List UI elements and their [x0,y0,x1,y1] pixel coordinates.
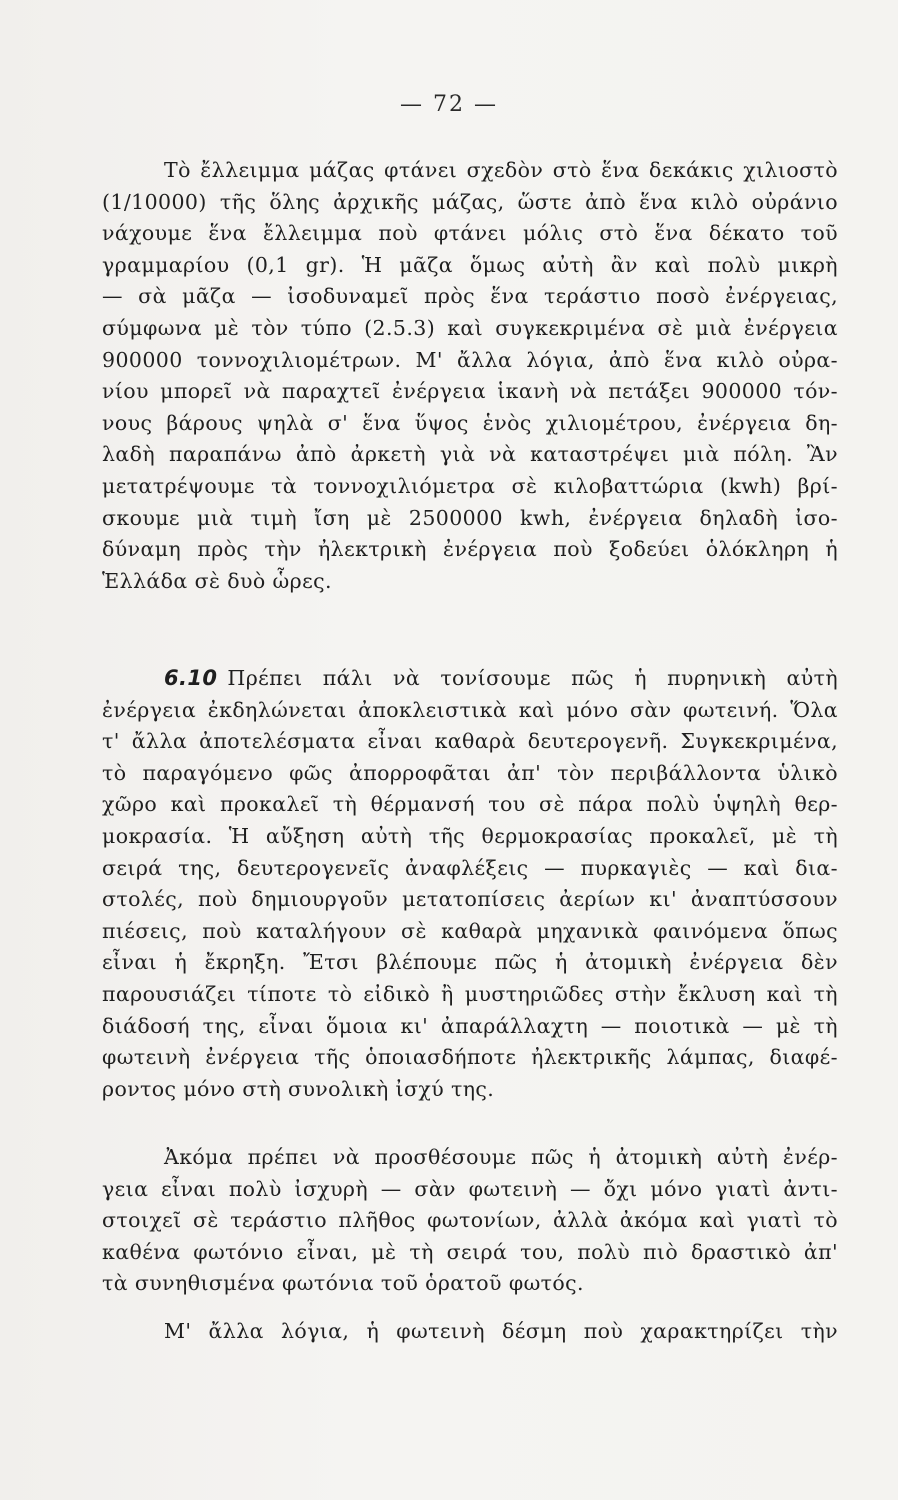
text-line: Μ' ἄλλα λόγια, ἡ φωτεινὴ δέσμη ποὺ χαρακτηρίζει τὴν [164,1319,838,1343]
text-line: εἶναι ἡ ἔκρηξη. Ἔτσι βλέπουμε πῶς ἡ ἀτομικὴ ἐνέργεια δὲν [102,950,838,975]
paragraph-1 [102,155,838,597]
text-line: σκουμε μιὰ τιμὴ ἴση μὲ 2500000 kwh, ἐνέργεια δηλαδὴ ἰσο- [102,505,838,530]
text-line: μοκρασία. Ἡ αὔξηση αὐτὴ τῆς θερμοκρασίας προκαλεῖ, μὲ τὴ [102,823,838,848]
text-line: παρουσιάζει τίποτε τὸ εἰδικὸ ἢ μυστηριῶδες στὴν ἔκλυση καὶ τὴ [102,981,838,1006]
text-line: γεια εἶναι πολὺ ἰσχυρὴ — σὰν φωτεινὴ — ὄχι μόνο γιατὶ ἀντι- [102,1176,838,1201]
paragraph-3 [102,1142,838,1300]
section-number: 6.10 [164,666,218,690]
text-line: σειρά της, δευτερογενεῖς ἀναφλέξεις — πυρκαγιὲς — καὶ δια- [102,855,838,880]
text-line: καθένα φωτόνιο εἶναι, μὲ τὴ σειρά του, πολὺ πιὸ δραστικὸ ἀπ' [102,1239,838,1264]
text-line: σύμφωνα μὲ τὸν τύπο (2.5.3) καὶ συγκεκριμένα σὲ μιὰ ἐνέργεια [102,315,838,340]
text-line: τὸ παραγόμενο φῶς ἀπορροφᾶται ἀπ' τὸν περιβάλλοντα ὑλικὸ [102,760,838,785]
text-line: 900000 τοννοχιλιομέτρων. Μ' ἄλλα λόγια, ἀπὸ ἕνα κιλὸ οὐρα- [102,347,838,372]
text-line: Ἑλλάδα σὲ δυὸ ὧρες. [102,568,332,593]
text-line: φωτεινὴ ἐνέργεια τῆς ὁποιασδήποτε ἠλεκτρικῆς λάμπας, διαφέ- [102,1045,838,1070]
text-line: στοιχεῖ σὲ τεράστιο πλῆθος φωτονίων, ἀλλὰ ἀκόμα καὶ γιατὶ τὸ [102,1208,838,1233]
text-line: διάδοσή της, εἶναι ὅμοια κι' ἀπαράλλαχτη — ποιοτικὰ — μὲ τὴ [102,1013,838,1038]
text-line: Ἀκόμα πρέπει νὰ προσθέσουμε πῶς ἡ ἀτομικὴ αὐτὴ ἐνέρ- [164,1145,838,1169]
text-line: τ' ἄλλα ἀποτελέσματα εἶναι καθαρὰ δευτερογενῆ. Συγκεκριμένα, [102,729,838,754]
text-line: δύναμη πρὸς τὴν ἠλεκτρικὴ ἐνέργεια ποὺ ξοδεύει ὁλόκληρη ἡ [102,537,838,562]
text-line: γραμμαρίου (0,1 gr). Ἡ μᾶζα ὅμως αὐτὴ ἂν καὶ πολὺ μικρὴ [102,252,838,277]
paragraph-2 [102,663,838,1105]
text-line-content: Πρέπει πάλι νὰ τονίσουμε πῶς ἡ πυρηνικὴ αὐτὴ [227,666,838,690]
text-line [102,663,838,695]
page-number: — 72 — [400,92,498,117]
text-line: νάχουμε ἕνα ἔλλειμμα ποὺ φτάνει μόλις στὸ ἕνα δέκατο τοῦ [102,221,838,246]
text-line: νίου μπορεῖ νὰ παραχτεῖ ἐνέργεια ἱκανὴ νὰ πετάξει 900000 τόν- [102,379,838,404]
text-line: στολές, ποὺ δημιουργοῦν μετατοπίσεις ἀερίων κι' ἀναπτύσσουν [102,887,838,912]
text-line: (1/10000) τῆς ὅλης ἀρχικῆς μάζας, ὥστε ἀπὸ ἕνα κιλὸ οὐράνιο [102,189,838,214]
text-line: μετατρέψουμε τὰ τοννοχιλιόμετρα σὲ κιλοβαττώρια (kwh) βρί- [102,473,838,498]
text-line: λαδὴ παραπάνω ἀπὸ ἀρκετὴ γιὰ νὰ καταστρέψει μιὰ πόλη. Ἂν [102,442,838,467]
paragraph-4 [102,1316,838,1348]
text-line: ροντος μόνο στὴ συνολικὴ ἰσχύ της. [102,1076,495,1101]
text-line: — σὰ μᾶζα — ἰσοδυναμεῖ πρὸς ἕνα τεράστιο ποσὸ ἐνέργειας, [102,284,838,309]
text-line: πιέσεις, ποὺ καταλήγουν σὲ καθαρὰ μηχανικὰ φαινόμενα ὅπως [102,918,838,943]
text-line: νους βάρους ψηλὰ σ' ἕνα ὕψος ἑνὸς χιλιομέτρου, ἐνέργεια δη- [102,410,838,435]
text-line: ἐνέργεια ἐκδηλώνεται ἀποκλειστικὰ καὶ μόνο σὰν φωτεινή. Ὅλα [102,697,838,722]
text-line: Τὸ ἔλλειμμα μάζας φτάνει σχεδὸν στὸ ἕνα δεκάκις χιλιοστὸ [164,158,838,182]
text-line: τὰ συνηθισμένα φωτόνια τοῦ ὁρατοῦ φωτός. [102,1271,584,1296]
text-line: χῶρο καὶ προκαλεῖ τὴ θέρμανσή του σὲ πάρα πολὺ ὑψηλὴ θερ- [102,792,838,817]
